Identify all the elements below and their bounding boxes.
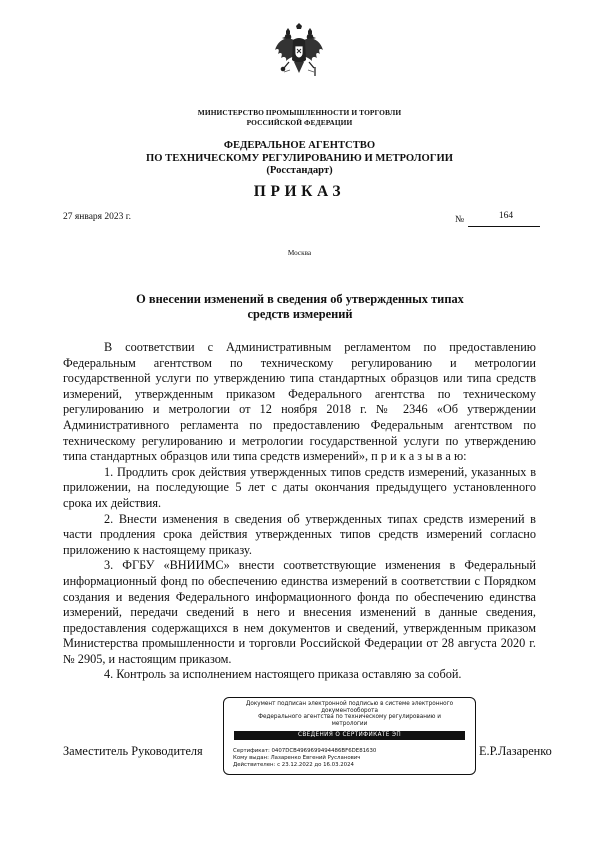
- stamp-certificate: Сертификат: 0407DCB4969699494486BF6DE81630: [233, 748, 377, 754]
- item-3-paragraph: 3. ФГБУ «ВНИИМС» внести соответствующие изменения в Федеральный информационный фонд по обеспечению единства измерений в соответствии с Порядком создания и ведения Федерального информационного фонда по обеспечению единства измерений, передачи сведений в него и внесения изменений в данные сведения, предоставления содержащихся в нем документов и сведений, утвержденным приказом Министерства промышленности и торговли Российской Федерации от 28 августа 2020 г. № 2905, и настоящим приказом.: [63, 558, 536, 666]
- ministry-line-2: РОССИЙСКОЙ ФЕДЕРАЦИИ: [246, 117, 353, 127]
- stamp-line-1: Документ подписан электронной подписью в системе электронного документооборота: [245, 701, 454, 714]
- agency-line-3: (Росстандарт): [266, 165, 333, 176]
- signer-name: Е.Р.Лазаренко: [479, 744, 552, 758]
- order-number: 164: [498, 211, 514, 221]
- stamp-owner: Кому выдан: Лазаренко Евгений Русланович: [233, 755, 361, 761]
- preamble-paragraph: В соответствии с Административным регламентом по предоставлению Федеральным агентством по техническому регулированию и метрологии государственной услуги по утверждению типа стандартных образцов или типа средств измерений, утвержденным приказом Федерального агентства по техническому регулированию и метрологии от 12 ноября 2018 г. № 2346 «Об утверждении Административного регламента по предоставлению Федеральным агентством по техническому регулированию и метрологии государственной услуги по утверждению типа стандартных образцов или типа средств измерений», п р и к а з ы в а ю:: [63, 340, 536, 464]
- agency-name: [0, 140, 599, 178]
- ministry-line-1: МИНИСТЕРСТВО ПРОМЫШЛЕННОСТИ И ТОРГОВЛИ: [197, 108, 402, 117]
- ministry-name: [0, 108, 599, 127]
- number-underline: [468, 226, 540, 227]
- stamp-certificate-bar: СВЕДЕНИЯ О СЕРТИФИКАТЕ ЭП: [234, 731, 465, 740]
- stamp-validity: Действителен: с 23.12.2022 до 16.03.2024: [233, 762, 354, 768]
- order-body: [63, 340, 536, 683]
- stamp-line-2: Федерального агентства по техническому регулированию и: [258, 714, 441, 720]
- item-4-paragraph: 4. Контроль за исполнением настоящего приказа оставляю за собой.: [104, 667, 462, 682]
- subject-line-1: О внесении изменений в сведения об утвержденных типах: [136, 292, 464, 306]
- order-city: Москва: [287, 249, 312, 257]
- signer-position: Заместитель Руководителя: [63, 744, 203, 758]
- number-sign: №: [455, 215, 465, 225]
- item-1-paragraph: 1. Продлить срок действия утвержденных типов средств измерений, указанных в приложении, на последующие 5 лет с даты окончания предыдущего установленного срока их действия.: [63, 464, 536, 510]
- agency-line-1: ФЕДЕРАЛЬНОЕ АГЕНТСТВО: [223, 140, 376, 151]
- order-subject: [60, 292, 540, 322]
- order-title: ПРИКАЗ: [253, 183, 346, 200]
- double-headed-eagle-icon: [272, 22, 326, 86]
- subject-line-2: средств измерений: [247, 307, 353, 321]
- stamp-line-3: метрологии: [331, 721, 368, 727]
- item-2-paragraph: 2. Внести изменения в сведения об утвержденных типах средств измерений в части продления срока действия утвержденных типов средств измерений согласно приложению к настоящему приказу.: [63, 511, 536, 557]
- electronic-signature-stamp: [223, 697, 476, 775]
- agency-line-2: ПО ТЕХНИЧЕСКОМУ РЕГУЛИРОВАНИЮ И МЕТРОЛОГИИ: [146, 152, 453, 164]
- order-date: 27 января 2023 г.: [63, 212, 131, 222]
